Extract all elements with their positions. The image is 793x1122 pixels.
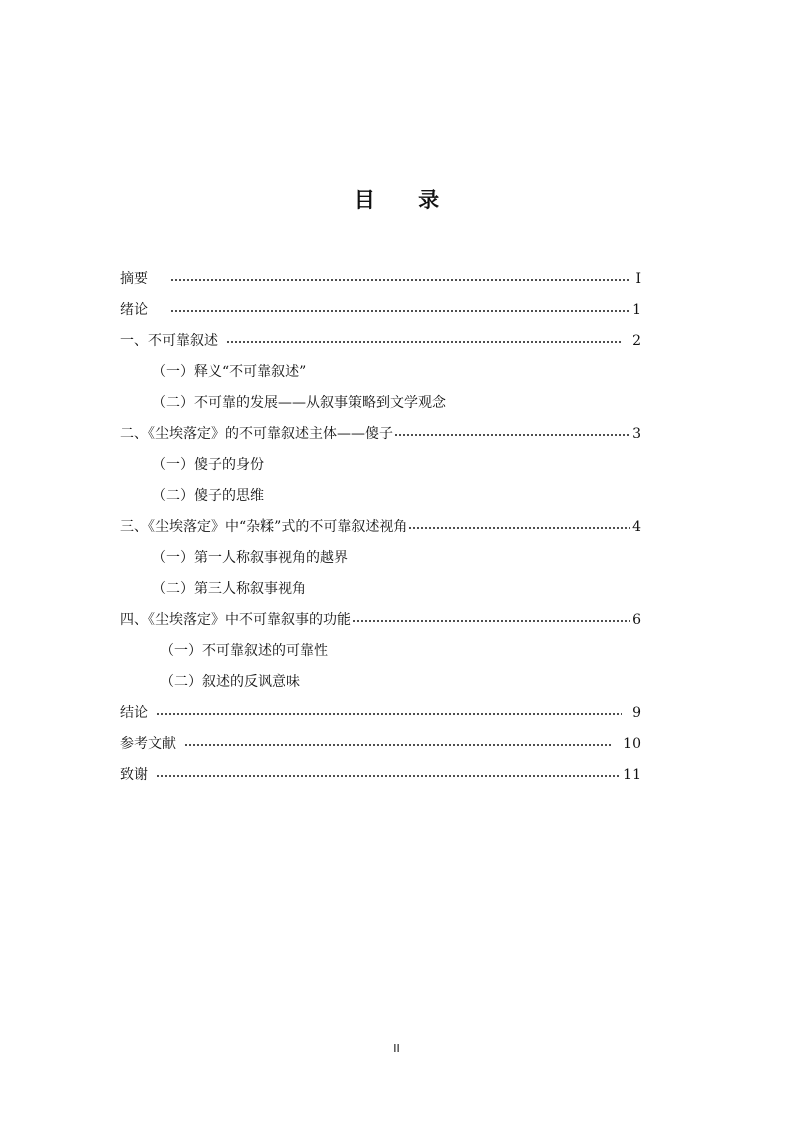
toc-entry-section-1-2[interactable]	[120, 388, 641, 419]
toc-entry-text: 三、《尘埃落定》中“杂糅”式的不可靠叙述视角	[120, 519, 408, 535]
toc-entry-section-4-2[interactable]	[120, 667, 641, 698]
toc-entry-text: 绪论	[120, 302, 148, 318]
toc-entry-text: 一、不可靠叙述	[120, 333, 218, 349]
toc-entry-text: 结论	[120, 705, 148, 721]
toc-page-number: 11	[623, 767, 641, 783]
toc-entry-text: 摘要	[120, 271, 148, 287]
toc-leader-dots	[352, 614, 630, 628]
toc-entry-section-4-1[interactable]	[120, 636, 641, 667]
toc-entry-acknowledgements[interactable]	[120, 760, 641, 791]
toc-entry-abstract[interactable]	[120, 264, 641, 295]
toc-leader-dots	[184, 738, 613, 752]
toc-page-number: 10	[623, 736, 641, 752]
toc-entry-text: （一）傻子的身份	[152, 457, 264, 473]
toc-leader-dots	[408, 521, 630, 535]
toc-entry-text: （二）叙述的反讽意味	[160, 674, 300, 690]
toc-entry-section-3-1[interactable]	[120, 543, 641, 574]
toc-entry-section-2-1[interactable]	[120, 450, 641, 481]
toc-entry-text: 参考文献	[120, 736, 176, 752]
toc-leader-dots	[156, 769, 621, 783]
toc-leader-dots	[394, 428, 630, 442]
toc-entry-section-1-1[interactable]	[120, 357, 641, 388]
toc-leader-dots	[170, 304, 630, 318]
toc-entry-introduction[interactable]	[120, 295, 641, 326]
toc-entry-text: （一）不可靠叙述的可靠性	[160, 643, 328, 659]
footer-page-number: II	[393, 1042, 400, 1055]
toc-page-number: 6	[632, 612, 641, 628]
toc-entry-section-2-2[interactable]	[120, 481, 641, 512]
toc-leader-dots	[156, 707, 622, 721]
toc-entry-section-3-2[interactable]	[120, 574, 641, 605]
toc-entry-text: （二）第三人称叙事视角	[152, 581, 306, 597]
toc-page-number: 1	[632, 302, 641, 318]
toc-entry-text: （二）不可靠的发展——从叙事策略到文学观念	[152, 395, 446, 411]
toc-page-number: 3	[632, 426, 641, 442]
toc-entry-references[interactable]	[120, 729, 641, 760]
toc-entry-conclusion[interactable]	[120, 698, 641, 729]
toc-entry-chapter-4[interactable]	[120, 605, 641, 636]
toc-entry-text: 二、《尘埃落定》的不可靠叙述主体——傻子	[120, 426, 393, 442]
toc-entry-chapter-2[interactable]	[120, 419, 641, 450]
toc-page-number: 2	[632, 333, 641, 349]
toc-page-number: I	[635, 271, 641, 287]
toc-page-number: 9	[632, 705, 641, 721]
toc-entry-text: （二）傻子的思维	[152, 488, 264, 504]
toc-entry-text: （一）第一人称叙事视角的越界	[152, 550, 348, 566]
toc-list	[120, 264, 641, 791]
toc-entry-text: （一）释义“不可靠叙述”	[152, 364, 307, 380]
toc-leader-dots	[170, 273, 631, 287]
toc-entry-chapter-3[interactable]	[120, 512, 641, 543]
toc-page-number: 4	[632, 519, 641, 535]
toc-entry-text: 四、《尘埃落定》中不可靠叙事的功能	[120, 612, 351, 628]
toc-title: 目 录	[353, 188, 458, 212]
toc-entry-chapter-1[interactable]	[120, 326, 641, 357]
toc-leader-dots	[226, 335, 622, 349]
toc-entry-text: 致谢	[120, 767, 148, 783]
